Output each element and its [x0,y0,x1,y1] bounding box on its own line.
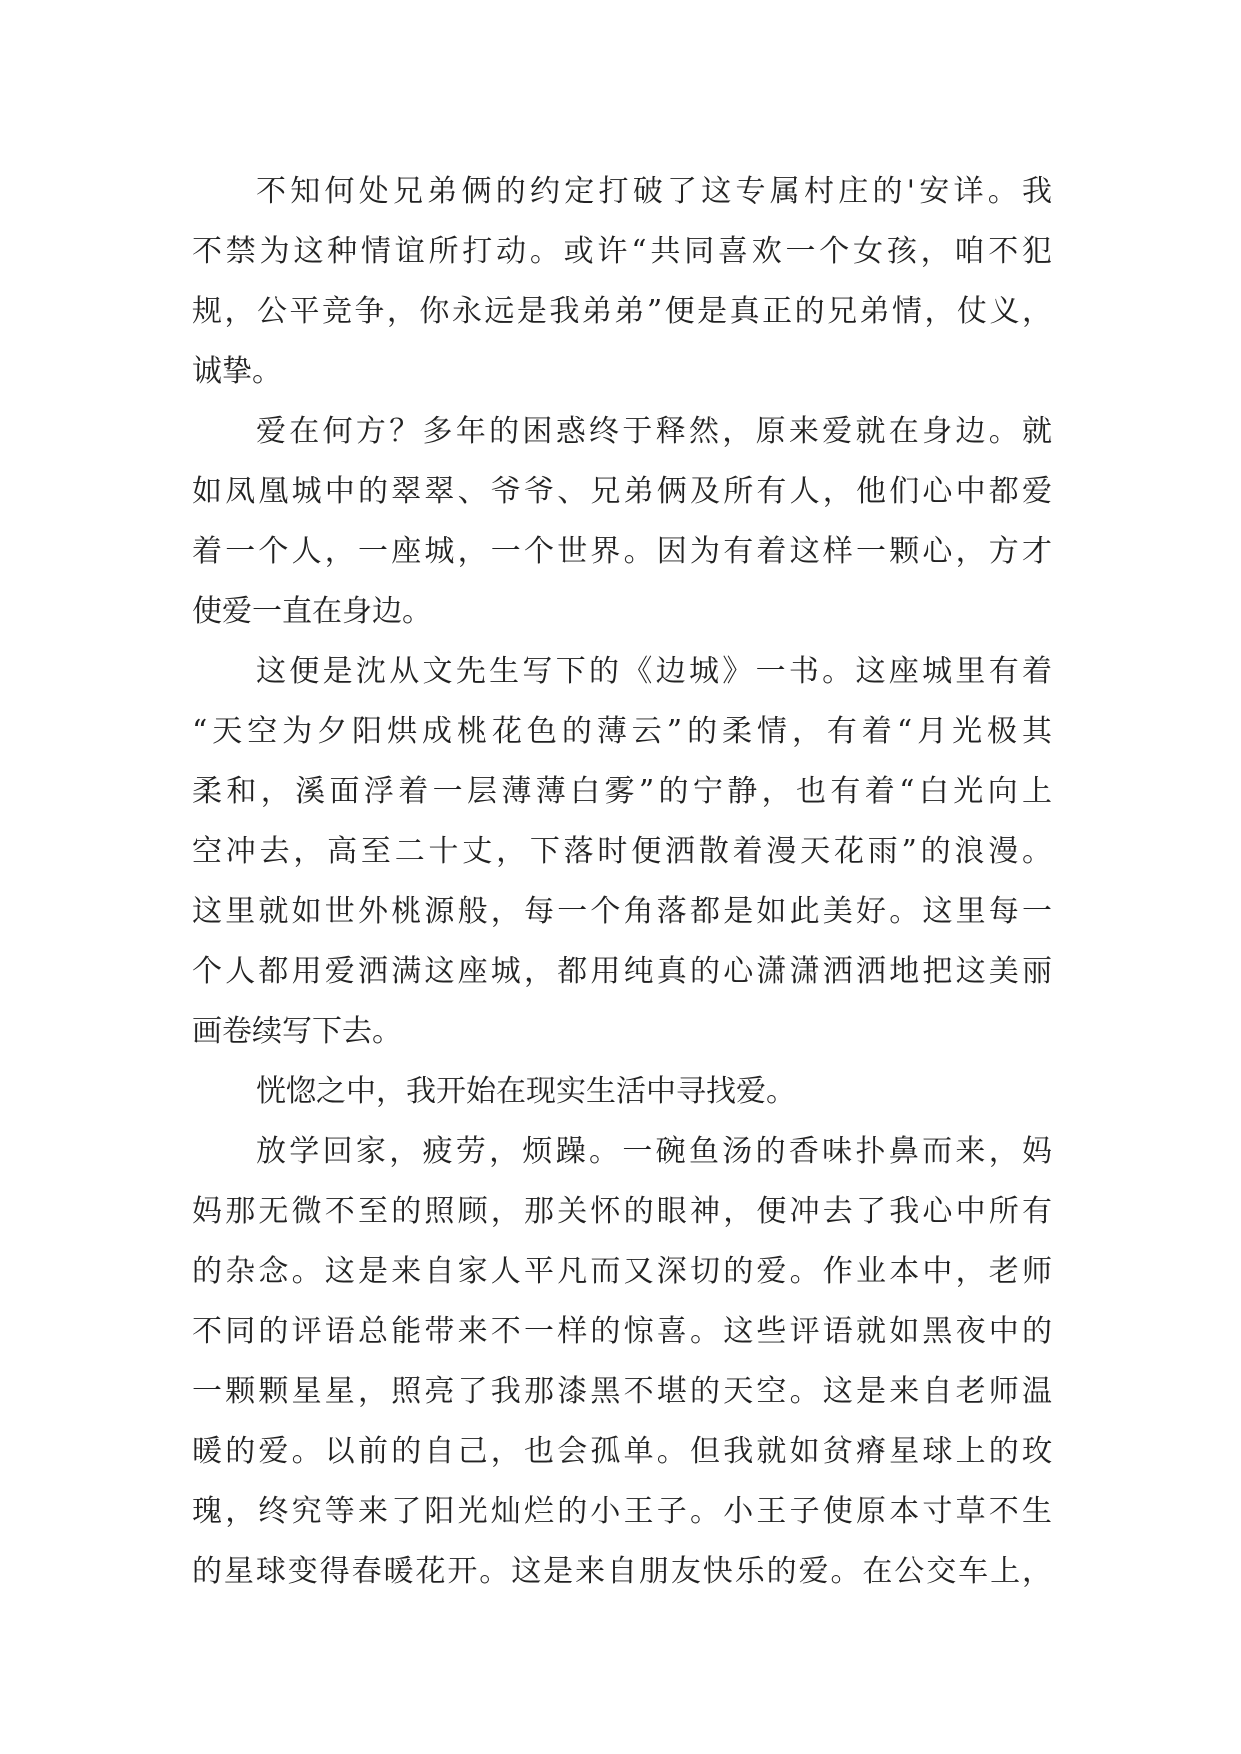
text-line: 暖的爱。以前的自己，也会孤单。但我就如贫瘠星球上的玫 [192,1434,1052,1469]
text-line: 不禁为这种情谊所打动。或许“共同喜欢一个女孩，咱不犯 [192,234,1052,269]
paragraph-3 [192,642,1052,1062]
text-line: 妈那无微不至的照顾，那关怀的眼神，便冲去了我心中所有 [192,1194,1052,1229]
text-line: 空冲去，高至二十丈，下落时便洒散着漫天花雨”的浪漫。 [192,834,1052,869]
text-line: “天空为夕阳烘成桃花色的薄云”的柔情，有着“月光极其 [192,714,1052,749]
text-line: 一颗颗星星，照亮了我那漆黑不堪的天空。这是来自老师温 [192,1374,1052,1409]
text-line: 诚挚。 [192,354,282,389]
text-line: 如凤凰城中的翠翠、爷爷、兄弟俩及所有人，他们心中都爱 [192,474,1052,509]
document-body [192,162,1052,1602]
text-line: 不同的评语总能带来不一样的惊喜。这些评语就如黑夜中的 [192,1314,1052,1349]
paragraph-5 [192,1122,1052,1602]
text-line: 放学回家，疲劳，烦躁。一碗鱼汤的香味扑鼻而来，妈 [256,1134,1052,1169]
text-line: 爱在何方？多年的困惑终于释然，原来爱就在身边。就 [256,414,1052,449]
text-line: 柔和，溪面浮着一层薄薄白雾”的宁静，也有着“白光向上 [192,774,1052,809]
paragraph-4 [192,1062,1052,1122]
text-line: 恍惚之中，我开始在现实生活中寻找爱。 [256,1074,796,1109]
text-line: 这里就如世外桃源般，每一个角落都是如此美好。这里每一 [192,894,1052,929]
paragraph-2 [192,402,1052,642]
text-line: 规，公平竞争，你永远是我弟弟”便是真正的兄弟情，仗义， [192,294,1052,329]
text-line: 着一个人，一座城，一个世界。因为有着这样一颗心，方才 [192,534,1052,569]
text-line: 个人都用爱洒满这座城，都用纯真的心潇潇洒洒地把这美丽 [192,954,1052,989]
text-line: 的杂念。这是来自家人平凡而又深切的爱。作业本中，老师 [192,1254,1052,1289]
text-line: 瑰，终究等来了阳光灿烂的小王子。小王子使原本寸草不生 [192,1494,1052,1529]
text-line: 不知何处兄弟俩的约定打破了这专属村庄的'安详。我 [256,174,1052,209]
text-line: 这便是沈从文先生写下的《边城》一书。这座城里有着 [256,654,1052,689]
text-line: 画卷续写下去。 [192,1014,402,1049]
text-line: 使爱一直在身边。 [192,594,432,629]
paragraph-1 [192,162,1052,402]
text-line: 的星球变得春暖花开。这是来自朋友快乐的爱。在公交车上， [192,1554,1052,1589]
